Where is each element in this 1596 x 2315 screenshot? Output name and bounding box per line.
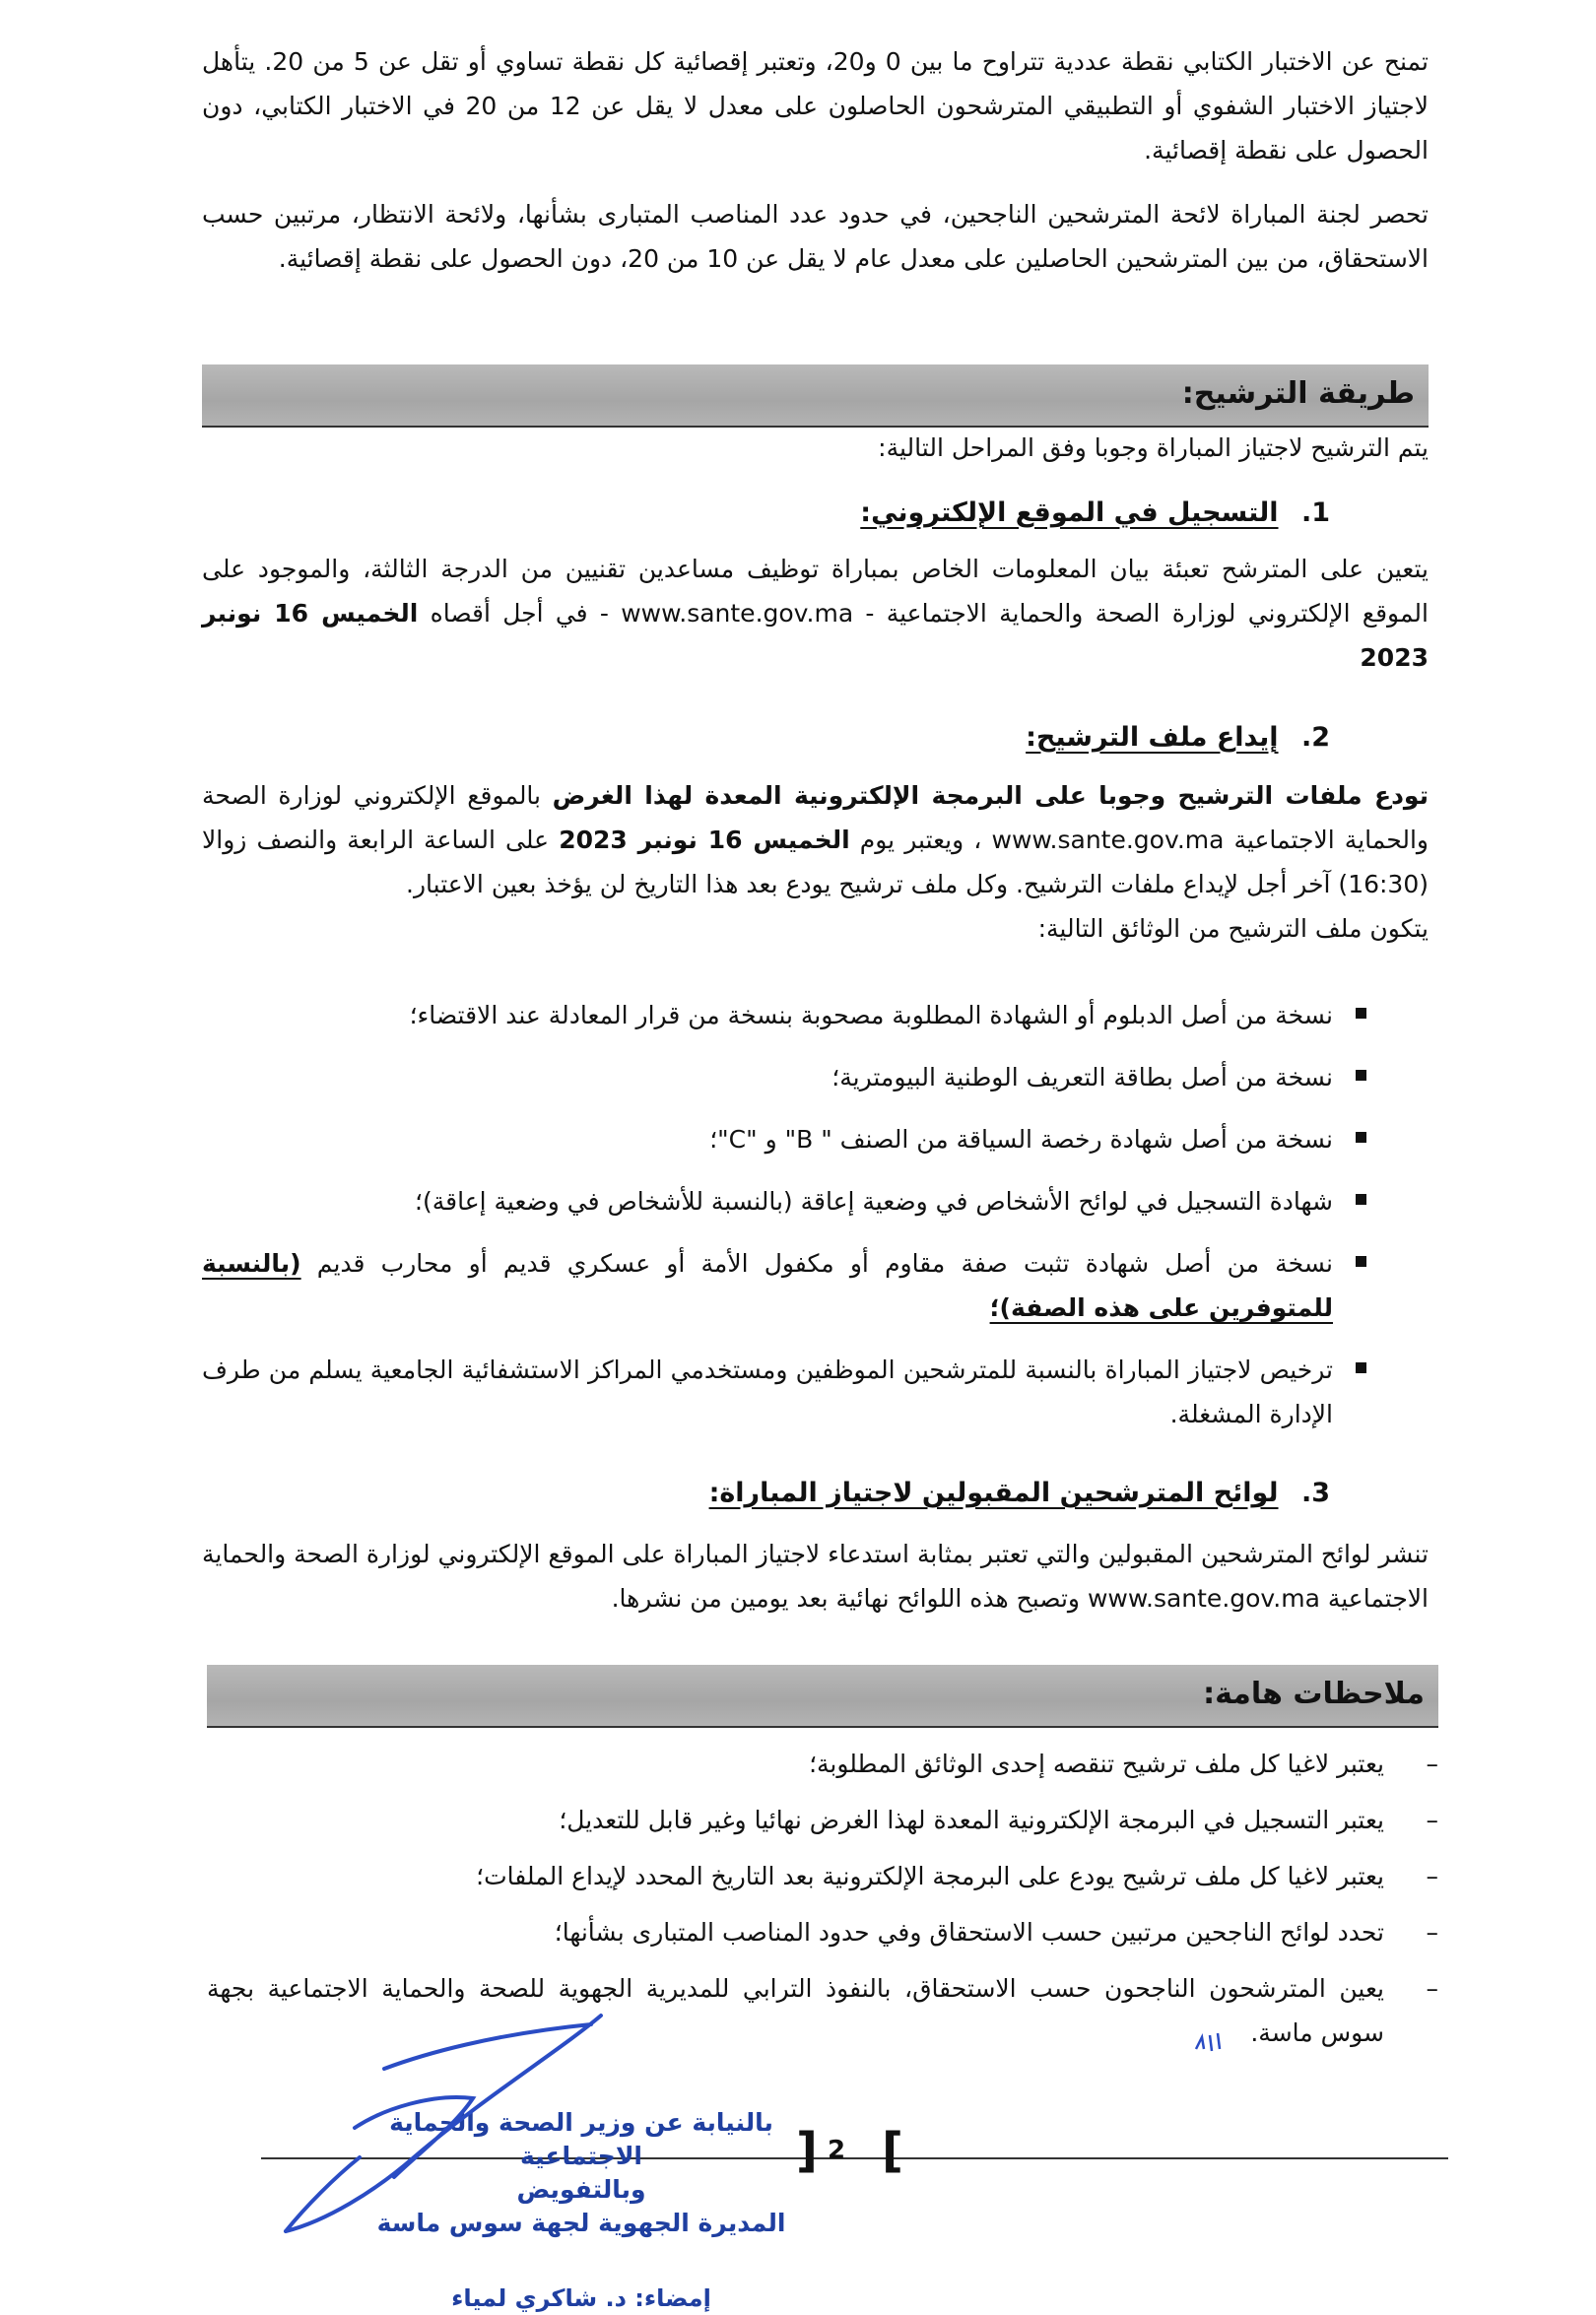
list-item: نسخة من أصل شهادة رخصة السياقة من الصنف " B" و "C"؛ — [202, 1117, 1364, 1161]
step-1-heading — [860, 497, 1330, 528]
step-1-url[interactable]: www.sante.gov.ma — [621, 599, 854, 628]
list-item: – يعتبر لاغيا كل ملف ترشيح تنقصه إحدى الوثائق المطلوبة؛ — [207, 1742, 1438, 1786]
initials-mark — [1192, 2027, 1233, 2055]
step-2-heading — [1026, 722, 1330, 753]
square-bullet-icon — [1356, 1070, 1366, 1081]
step-2-deadline: الخميس 16 نونبر 2023 — [559, 826, 850, 854]
dash-bullet: – — [1426, 1862, 1438, 1890]
list-item: – يعتبر التسجيل في البرمجة الإلكترونية المعدة لهذا الغرض نهائيا وغير قابل للتعديل؛ — [207, 1798, 1438, 1842]
doc-5-note: (بالنسبة للمتوفرين على هذه الصفة)؛ — [202, 1249, 1333, 1322]
candidacy-intro: يتم الترشيح لاجتياز المباراة وجوبا وفق المراحل التالية: — [878, 433, 1429, 462]
list-item: شهادة التسجيل في لوائح الأشخاص في وضعية إعاقة (بالنسبة للأشخاص في وضعية إعاقة)؛ — [202, 1179, 1364, 1224]
step-2-number: 2. — [1300, 722, 1330, 753]
notes-section-header — [207, 1665, 1438, 1728]
square-bullet-icon — [1356, 1132, 1366, 1143]
list-item: نسخة من أصل الدبلوم أو الشهادة المطلوبة مصحوبة بنسخة من قرار المعادلة عند الاقتضاء؛ — [202, 993, 1364, 1037]
step-3-text — [202, 1532, 1429, 1620]
candidacy-section-title: طريقة الترشيح: — [1181, 376, 1415, 411]
step-3-title: لوائح المترشحين المقبولين لاجتياز المباراة: — [708, 1478, 1279, 1508]
step-3-text-a: تنشر لوائح المترشحين المقبولين والتي تعتبر بمثابة استدعاء لاجتياز المباراة على الموقع الإلكتروني لوزارة الصحة والحماية الاجتماعية — [202, 1540, 1429, 1613]
list-item: نسخة من أصل بطاقة التعريف الوطنية البيومترية؛ — [202, 1055, 1364, 1099]
step-2-url[interactable]: www.sante.gov.ma — [991, 826, 1225, 854]
stamp-line-2: وبالتفويض — [516, 2175, 646, 2204]
stamp-line-4: إمضاء: د. شاكري لمياء — [451, 2284, 711, 2312]
page-bracket-left: [ — [796, 2123, 818, 2178]
dash-bullet: – — [1426, 1750, 1438, 1778]
list-item: – يعتبر لاغيا كل ملف ترشيح يودع على البرمجة الإلكترونية بعد التاريخ المحدد لإيداع الملفات؛ — [207, 1854, 1438, 1898]
step-3-url[interactable]: www.sante.gov.ma — [1087, 1584, 1320, 1613]
step-1-text — [202, 547, 1429, 680]
list-item: – تحدد لوائح الناجحين مرتبين حسب الاستحقاق وفي حدود المناصب المتبارى بشأنها؛ — [207, 1910, 1438, 1954]
step-1-title: التسجيل في الموقع الإلكتروني: — [860, 497, 1279, 528]
step-2-text-c: على الساعة الرابعة والنصف زوالا (16:30) آخر أجل لإيداع ملفات الترشيح. وكل ملف ترشيح يودع بعد هذا التاريخ لن يؤخذ بعين الاعتبار. — [202, 826, 1429, 898]
square-bullet-icon — [1356, 1194, 1366, 1205]
candidacy-section-header — [202, 364, 1429, 428]
step-3-text-b: وتصبح هذه اللوائح نهائية بعد يومين من نشرها. — [611, 1584, 1080, 1613]
stamp-line-3: المديرة الجهوية لجهة سوس ماسة — [376, 2209, 786, 2237]
page-number: 2 — [828, 2136, 846, 2165]
step-2-bold-a: تودع ملفات الترشيح وجوبا على البرمجة الإلكترونية المعدة لهذا الغرض — [552, 781, 1429, 810]
documents-list — [202, 993, 1364, 1454]
handwritten-signature — [266, 2010, 660, 2236]
exam-rules-paragraph-1: تمنح عن الاختبار الكتابي نقطة عددية تتراوح ما بين 0 و20، وتعتبر إقصائية كل نقطة تساوي أو تقل عن 5 من 20. يتأهل لاجتياز الاختبار الشفوي أو التطبيقي المترشحون الحاصلون على معدل لا يقل عن 12 من 20 في الاختبار الكتابي، دون الحصول على نقطة إقصائية. — [202, 47, 1429, 165]
exam-rules-paragraph-2: تحصر لجنة المباراة لائحة المترشحين الناجحين، في حدود عدد المناصب المتبارى بشأنها، ولائحة الانتظار، مرتبين حسب الاستحقاق، من بين المترشحين الحاصلين على معدل عام لا يقل عن 10 من 20، دون الحصول على نقطة إقصائية. — [202, 200, 1429, 273]
step-2-text-a: بالموقع الإلكتروني لوزارة الصحة والحماية الاجتماعية — [202, 781, 1430, 854]
step-1-text-b: - في أجل أقصاه — [418, 599, 609, 628]
list-item: ترخيص لاجتياز المباراة بالنسبة للمترشحين الموظفين ومستخدمي المراكز الاستشفائية الجامعية يسلم من طرف الإدارة المشغلة. — [202, 1348, 1364, 1436]
step-3-heading — [709, 1478, 1330, 1508]
square-bullet-icon — [1356, 1256, 1366, 1267]
notes-section-title: ملاحظات هامة: — [1203, 1677, 1425, 1711]
dash-bullet: – — [1426, 1974, 1438, 2003]
step-2-text — [202, 773, 1429, 951]
page-bracket-right: ] — [882, 2123, 903, 2178]
step-1-text-a: يتعين على المترشح تعبئة بيان المعلومات الخاص بمباراة توظيف مساعدين تقنيين من الدرجة الثالثة، والموجود على الموقع الإلكتروني لوزارة الصحة والحماية الاجتماعية - — [202, 555, 1429, 628]
step-1-number: 1. — [1300, 497, 1330, 528]
square-bullet-icon — [1356, 1008, 1366, 1019]
list-item: نسخة من أصل شهادة تثبت صفة مقاوم أو مكفول الأمة أو عسكري قديم أو محارب قديم (بالنسبة للمتوفرين على هذه الصفة)؛ — [202, 1241, 1364, 1330]
list-item: – يعين المترشحون الناجحون حسب الاستحقاق، بالنفوذ الترابي للمديرية الجهوية للصحة والحماية الاجتماعية بجهة سوس ماسة. — [207, 1966, 1438, 2055]
square-bullet-icon — [1356, 1362, 1366, 1373]
dash-bullet: – — [1426, 1918, 1438, 1947]
docs-intro: يتكون ملف الترشيح من الوثائق التالية: — [1037, 914, 1429, 943]
step-3-number: 3. — [1300, 1478, 1330, 1508]
stamp-line-1: بالنيابة عن وزير الصحة والحماية الاجتماعية — [389, 2108, 773, 2170]
step-2-text-b: ، ويعتبر يوم — [849, 826, 982, 854]
step-1-deadline: الخميس 16 نونبر 2023 — [202, 599, 1429, 672]
step-2-title: إيداع ملف الترشيح: — [1026, 722, 1279, 753]
dash-bullet: – — [1426, 1806, 1438, 1834]
